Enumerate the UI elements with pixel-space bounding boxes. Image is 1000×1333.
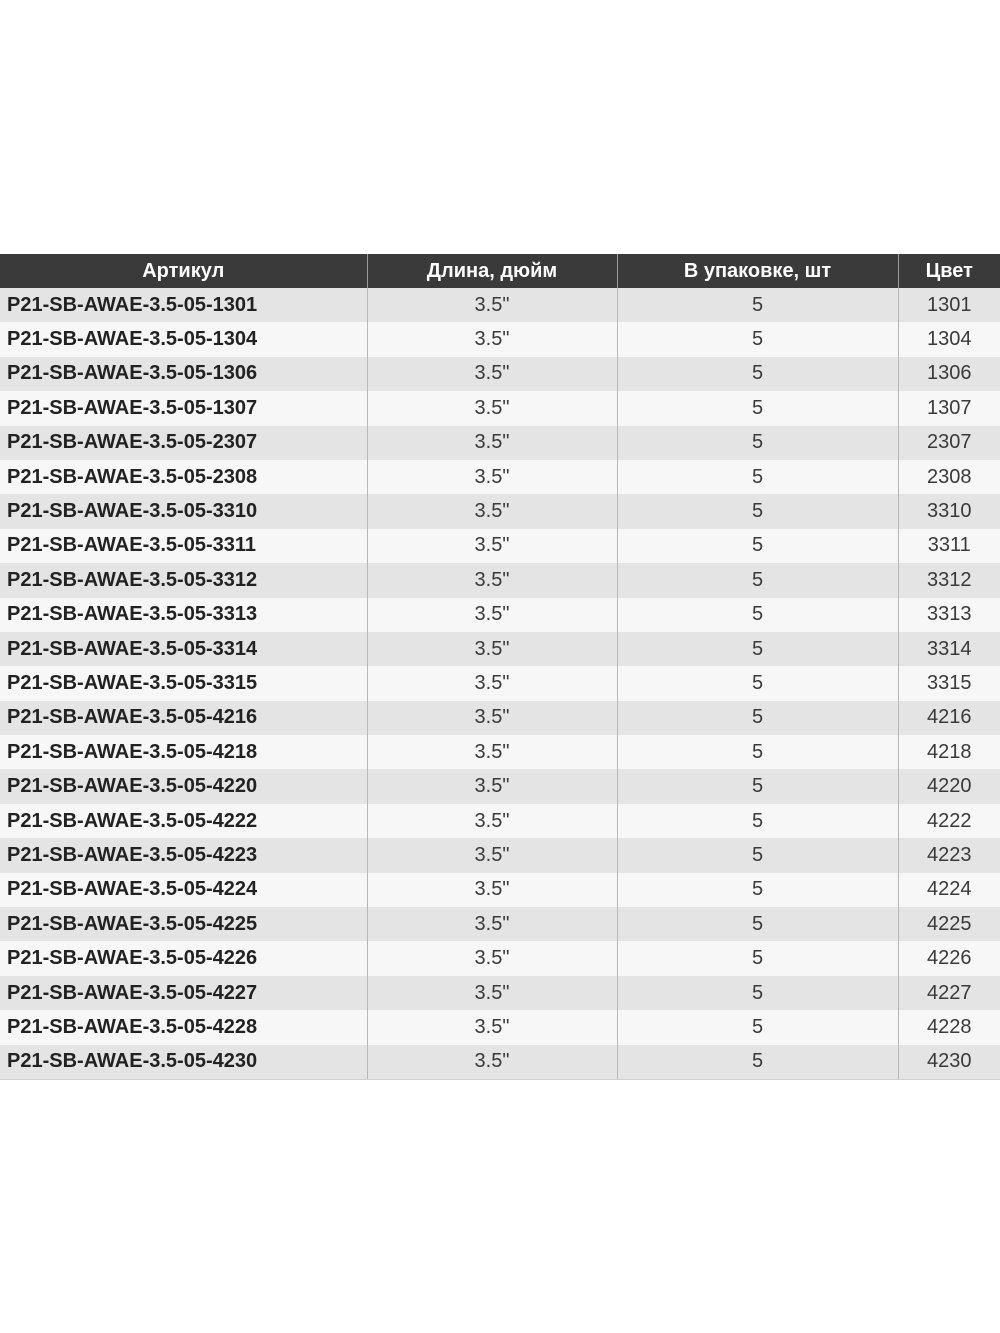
cell-sku: P21-SB-AWAE-3.5-05-3312 (0, 563, 367, 597)
cell-sku: P21-SB-AWAE-3.5-05-3313 (0, 598, 367, 632)
cell-length: 3.5" (367, 322, 617, 356)
cell-length: 3.5" (367, 1045, 617, 1080)
cell-pack-qty: 5 (617, 391, 898, 425)
cell-color: 3314 (898, 632, 1000, 666)
table-row (0, 804, 1000, 838)
cell-sku: P21-SB-AWAE-3.5-05-1301 (0, 288, 367, 322)
table-row (0, 907, 1000, 941)
table-row (0, 529, 1000, 563)
cell-color: 4227 (898, 976, 1000, 1010)
cell-pack-qty: 5 (617, 804, 898, 838)
cell-color: 4218 (898, 735, 1000, 769)
table-row (0, 357, 1000, 391)
cell-pack-qty: 5 (617, 322, 898, 356)
cell-sku: P21-SB-AWAE-3.5-05-1304 (0, 322, 367, 356)
cell-color: 1304 (898, 322, 1000, 356)
cell-color: 3315 (898, 666, 1000, 700)
table-row (0, 598, 1000, 632)
cell-sku: P21-SB-AWAE-3.5-05-3310 (0, 494, 367, 528)
cell-color: 1301 (898, 288, 1000, 322)
cell-color: 2307 (898, 426, 1000, 460)
cell-pack-qty: 5 (617, 701, 898, 735)
cell-sku: P21-SB-AWAE-3.5-05-3315 (0, 666, 367, 700)
header-row (0, 254, 1000, 288)
header-length: Длина, дюйм (367, 254, 617, 288)
cell-color: 1306 (898, 357, 1000, 391)
cell-pack-qty: 5 (617, 598, 898, 632)
cell-sku: P21-SB-AWAE-3.5-05-4220 (0, 769, 367, 803)
cell-color: 4230 (898, 1045, 1000, 1080)
header-sku: Артикул (0, 254, 367, 288)
cell-length: 3.5" (367, 804, 617, 838)
cell-sku: P21-SB-AWAE-3.5-05-4225 (0, 907, 367, 941)
cell-pack-qty: 5 (617, 460, 898, 494)
cell-sku: P21-SB-AWAE-3.5-05-3314 (0, 632, 367, 666)
cell-color: 3311 (898, 529, 1000, 563)
cell-length: 3.5" (367, 701, 617, 735)
product-spec-table (0, 254, 1000, 1080)
cell-length: 3.5" (367, 838, 617, 872)
cell-length: 3.5" (367, 769, 617, 803)
cell-sku: P21-SB-AWAE-3.5-05-4230 (0, 1045, 367, 1080)
table-row (0, 1045, 1000, 1080)
table-row (0, 838, 1000, 872)
cell-length: 3.5" (367, 873, 617, 907)
table-row (0, 1010, 1000, 1044)
cell-pack-qty: 5 (617, 941, 898, 975)
table-body (0, 288, 1000, 1079)
table-row (0, 391, 1000, 425)
cell-sku: P21-SB-AWAE-3.5-05-1307 (0, 391, 367, 425)
cell-length: 3.5" (367, 598, 617, 632)
cell-pack-qty: 5 (617, 735, 898, 769)
cell-length: 3.5" (367, 426, 617, 460)
cell-pack-qty: 5 (617, 563, 898, 597)
cell-length: 3.5" (367, 976, 617, 1010)
cell-pack-qty: 5 (617, 666, 898, 700)
cell-length: 3.5" (367, 1010, 617, 1044)
cell-color: 4223 (898, 838, 1000, 872)
table-row (0, 735, 1000, 769)
cell-length: 3.5" (367, 735, 617, 769)
cell-length: 3.5" (367, 632, 617, 666)
cell-length: 3.5" (367, 391, 617, 425)
cell-sku: P21-SB-AWAE-3.5-05-4224 (0, 873, 367, 907)
table-row (0, 494, 1000, 528)
cell-pack-qty: 5 (617, 769, 898, 803)
table-row (0, 666, 1000, 700)
cell-pack-qty: 5 (617, 494, 898, 528)
cell-pack-qty: 5 (617, 1045, 898, 1080)
cell-length: 3.5" (367, 357, 617, 391)
cell-pack-qty: 5 (617, 1010, 898, 1044)
table-row (0, 288, 1000, 322)
cell-sku: P21-SB-AWAE-3.5-05-4222 (0, 804, 367, 838)
cell-color: 4216 (898, 701, 1000, 735)
header-pack-qty: В упаковке, шт (617, 254, 898, 288)
cell-color: 1307 (898, 391, 1000, 425)
table-row (0, 701, 1000, 735)
cell-sku: P21-SB-AWAE-3.5-05-4227 (0, 976, 367, 1010)
table-row (0, 873, 1000, 907)
cell-color: 4226 (898, 941, 1000, 975)
cell-color: 3312 (898, 563, 1000, 597)
cell-color: 4222 (898, 804, 1000, 838)
cell-pack-qty: 5 (617, 288, 898, 322)
cell-sku: P21-SB-AWAE-3.5-05-3311 (0, 529, 367, 563)
header-color: Цвет (898, 254, 1000, 288)
cell-length: 3.5" (367, 941, 617, 975)
table-row (0, 426, 1000, 460)
cell-sku: P21-SB-AWAE-3.5-05-2307 (0, 426, 367, 460)
cell-pack-qty: 5 (617, 873, 898, 907)
table-row (0, 632, 1000, 666)
cell-color: 2308 (898, 460, 1000, 494)
cell-sku: P21-SB-AWAE-3.5-05-4216 (0, 701, 367, 735)
table-row (0, 941, 1000, 975)
table-row (0, 322, 1000, 356)
cell-color: 4228 (898, 1010, 1000, 1044)
table-row (0, 460, 1000, 494)
cell-sku: P21-SB-AWAE-3.5-05-4228 (0, 1010, 367, 1044)
cell-color: 4225 (898, 907, 1000, 941)
cell-sku: P21-SB-AWAE-3.5-05-4218 (0, 735, 367, 769)
cell-pack-qty: 5 (617, 907, 898, 941)
table-row (0, 563, 1000, 597)
cell-pack-qty: 5 (617, 529, 898, 563)
table-row (0, 769, 1000, 803)
cell-length: 3.5" (367, 666, 617, 700)
cell-pack-qty: 5 (617, 632, 898, 666)
cell-length: 3.5" (367, 460, 617, 494)
table-header (0, 254, 1000, 288)
cell-pack-qty: 5 (617, 838, 898, 872)
cell-length: 3.5" (367, 529, 617, 563)
cell-color: 4220 (898, 769, 1000, 803)
cell-length: 3.5" (367, 907, 617, 941)
cell-color: 3310 (898, 494, 1000, 528)
cell-pack-qty: 5 (617, 426, 898, 460)
table-row (0, 976, 1000, 1010)
cell-pack-qty: 5 (617, 976, 898, 1010)
cell-sku: P21-SB-AWAE-3.5-05-4223 (0, 838, 367, 872)
cell-color: 4224 (898, 873, 1000, 907)
cell-length: 3.5" (367, 494, 617, 528)
cell-length: 3.5" (367, 563, 617, 597)
cell-length: 3.5" (367, 288, 617, 322)
cell-sku: P21-SB-AWAE-3.5-05-4226 (0, 941, 367, 975)
cell-sku: P21-SB-AWAE-3.5-05-2308 (0, 460, 367, 494)
cell-sku: P21-SB-AWAE-3.5-05-1306 (0, 357, 367, 391)
cell-color: 3313 (898, 598, 1000, 632)
cell-pack-qty: 5 (617, 357, 898, 391)
